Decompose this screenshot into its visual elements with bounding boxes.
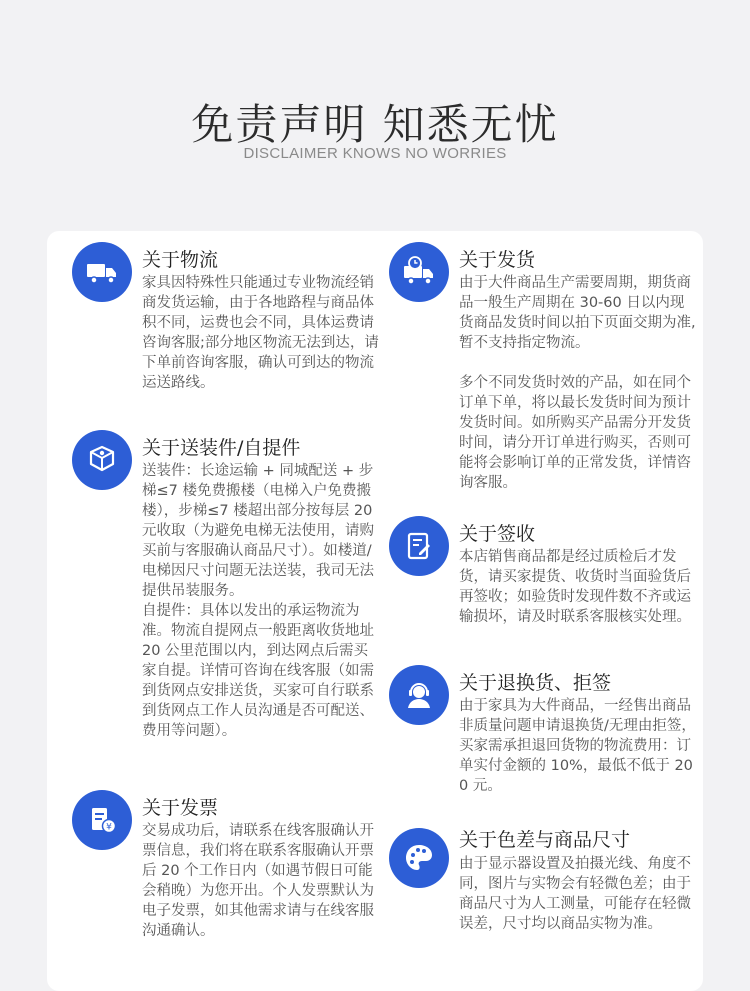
section-title: 关于送装件/自提件	[142, 437, 301, 459]
fast-delivery-icon	[389, 242, 449, 302]
section-text: 交易成功后，请联系在线客服确认开票信息，我们将在联系客服确认开票后 20 个工作日内（如遇节假日可能会稍晚）为您开出。个人发票默认为电子发票，如其他需求请与在线客服沟通确认。	[142, 823, 374, 939]
section-text: 送装件：长途运输 + 同城配送 + 步梯≤7 楼免费搬楼（电梯入户免费搬楼），步梯≤7 楼超出部分按每层 20 元收取（为避免电梯无法使用，请购买前与客服确认商品尺寸）。如楼道/电梯因尺寸问题无法送装，我司无法提供吊装服务。	[142, 463, 374, 599]
section-text: 本店销售商品都是经过质检后才发货，请买家提货、收货时当面验货后再签收；如验货时发现件数不齐或运输损坏，请及时联系客服核实处理。	[459, 549, 691, 625]
edit-document-icon	[389, 516, 449, 576]
section-title: 关于物流	[142, 249, 219, 271]
section-title: 关于色差与商品尺寸	[459, 829, 631, 851]
disclaimer-card	[47, 231, 703, 991]
page-title: 免责声明 知悉无忧	[191, 100, 559, 149]
truck-icon	[72, 242, 132, 302]
palette-icon	[389, 828, 449, 888]
section-text: 由于显示器设置及拍摄光线、角度不同，图片与实物会有轻微色差；由于商品尺寸为人工测量，可能存在轻微误差，尺寸均以商品实物为准。	[459, 856, 691, 932]
section-title: 关于发票	[142, 797, 219, 819]
svg-text:¥: ¥	[106, 822, 112, 833]
section-text: 由于家具为大件商品，一经售出商品非质量问题申请退换货/无理由拒签，买家需承担退回货物的物流费用：订单实付金额的 10%，最低不低于 200 元。	[459, 698, 696, 794]
section-text: 家具因特殊性只能通过专业物流经销商发货运输，由于各地路程与商品体积不同，运费也会不同，具体运费请咨询客服;部分地区物流无法到达，请下单前咨询客服，确认可到达的物流运送路线。	[142, 275, 379, 391]
package-icon	[72, 430, 132, 490]
section-title: 关于签收	[459, 523, 536, 545]
page-subtitle: DISCLAIMER KNOWS NO WORRIES	[243, 145, 507, 162]
invoice-icon	[72, 790, 132, 850]
section-title: 关于发货	[459, 249, 536, 271]
section-text: 由于大件商品生产需要周期，期货商品一般生产周期在 30-60 日以内现货商品发货时间以拍下页面交期为准,暂不支持指定物流。	[459, 275, 696, 351]
customer-service-icon	[389, 665, 449, 725]
section-text: 自提件：具体以发出的承运物流为准。物流自提网点一般距离收货地址 20 公里范围以内，到达网点后需买家自提。详情可咨询在线客服（如需到货网点安排送货，买家可自行联系到货网点工作人员沟通是否可配送、费用等问题）。	[142, 603, 374, 739]
section-title: 关于退换货、拒签	[459, 672, 612, 694]
section-text: 多个不同发货时效的产品，如在同个订单下单，将以最长发货时间为预计发货时间。如所购买产品需分开发货时间，请分开订单进行购买，否则可能将会影响订单的正常发货，详情咨询客服。	[459, 375, 691, 491]
